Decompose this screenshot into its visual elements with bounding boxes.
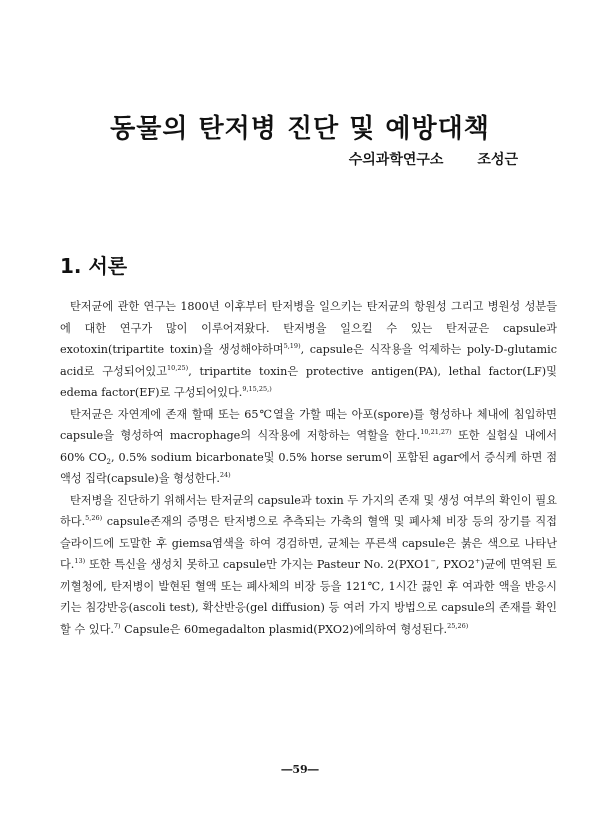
text-run: Capsule은 60megadalton plasmid(PXO2)에의하여 형성된다. [120,622,448,636]
text-run: 또한 실험실 내에서 60% CO [60,429,557,464]
text-run: 탄저균에 관한 연구는 1800년 이후부터 탄저병을 일으키는 탄저균의 항원성 그리고 병원성 성분들에 대한 연구가 많이 이루어져왔다. 탄저병을 일으킬 수 있는 탄저균은 capsule과 exotoxin(tripartite toxin)을 생성해야하며 [60,300,557,356]
author-name: 조성근 [477,152,518,168]
reference-superscript: 25,26) [447,621,469,630]
section-heading: 1. 서론 [60,254,128,278]
reference-superscript: 13) [74,557,86,565]
superscript: + [474,557,481,565]
reference-superscript: 10,25) [167,363,189,372]
author-affiliation: 수의과학연구소 [348,152,444,168]
subscript: 2 [106,457,111,466]
text-run: , PXO2 [435,558,475,571]
reference-superscript: 7) [113,621,121,630]
paper-title: 동물의 탄저병 진단 및 예방대책 [110,114,490,144]
author-line [349,149,518,169]
reference-superscript: 10,21,27) [420,428,452,436]
reference-superscript: 9,15,25,) [242,385,272,393]
text-run: 탄저병을 진단하기 위해서는 탄저균의 capsule과 toxin 두 가지의 존재 및 생성 여부의 확인이 필요하다. [60,493,557,528]
text-run: , capsule은 식작용을 억제하는 poly-D-glutamic acid로 구성되어있고 [60,343,557,378]
page-number: ―59― [281,763,319,776]
paragraph-3 [60,490,557,641]
text-run: , 0.5% sodium bicarbonate및 0.5% horse serum이 포함된 agar에서 증식케 하면 점액성 집락(capsule)을 형성한다. [60,450,558,485]
reference-superscript: 5,26) [85,514,103,522]
text-run: )균에 면역된 토끼혈청에, 탄저병이 발현된 혈액 또는 폐사체의 비장 등을 121℃, 1시간 끓인 후 여과한 액을 반응시키는 침강반응(ascoli test), 확산반응(gel diffusion) 등 여러 가지 방법으로 capsule의 존재를 확인할 수 있다. [60,558,557,636]
paragraph-2 [60,404,557,490]
reference-superscript: 24) [219,471,231,479]
text-run: capsule존재의 증명은 탄저병으로 추측되는 가축의 혈액 및 폐사체 비장 등의 장기를 직접 슬라이드에 도말한 후 giemsa염색을 하여 경검하면, 균체는 푸른색 capsule은 붉은 색으로 나타난다. [60,515,557,571]
superscript: − [430,557,436,565]
body-text [60,296,557,640]
paragraph-1 [60,296,557,404]
text-run: 탄저균은 자연계에 존재 할때 또는 65℃열을 가할 때는 아포(spore)를 형성하나 체내에 침입하면 capsule을 형성하여 macrophage의 식작용에 저항하는 역할을 한다. [60,407,557,442]
text-run: , tripartite toxin은 protective antigen(PA), lethal factor(LF)및 edema factor(EF)로 구성되어있다. [60,364,557,399]
reference-superscript: 5,19) [283,342,301,350]
text-run: 또한 특신을 생성치 못하고 capsule만 가지는 Pasteur No. 2(PXO1 [85,558,431,571]
